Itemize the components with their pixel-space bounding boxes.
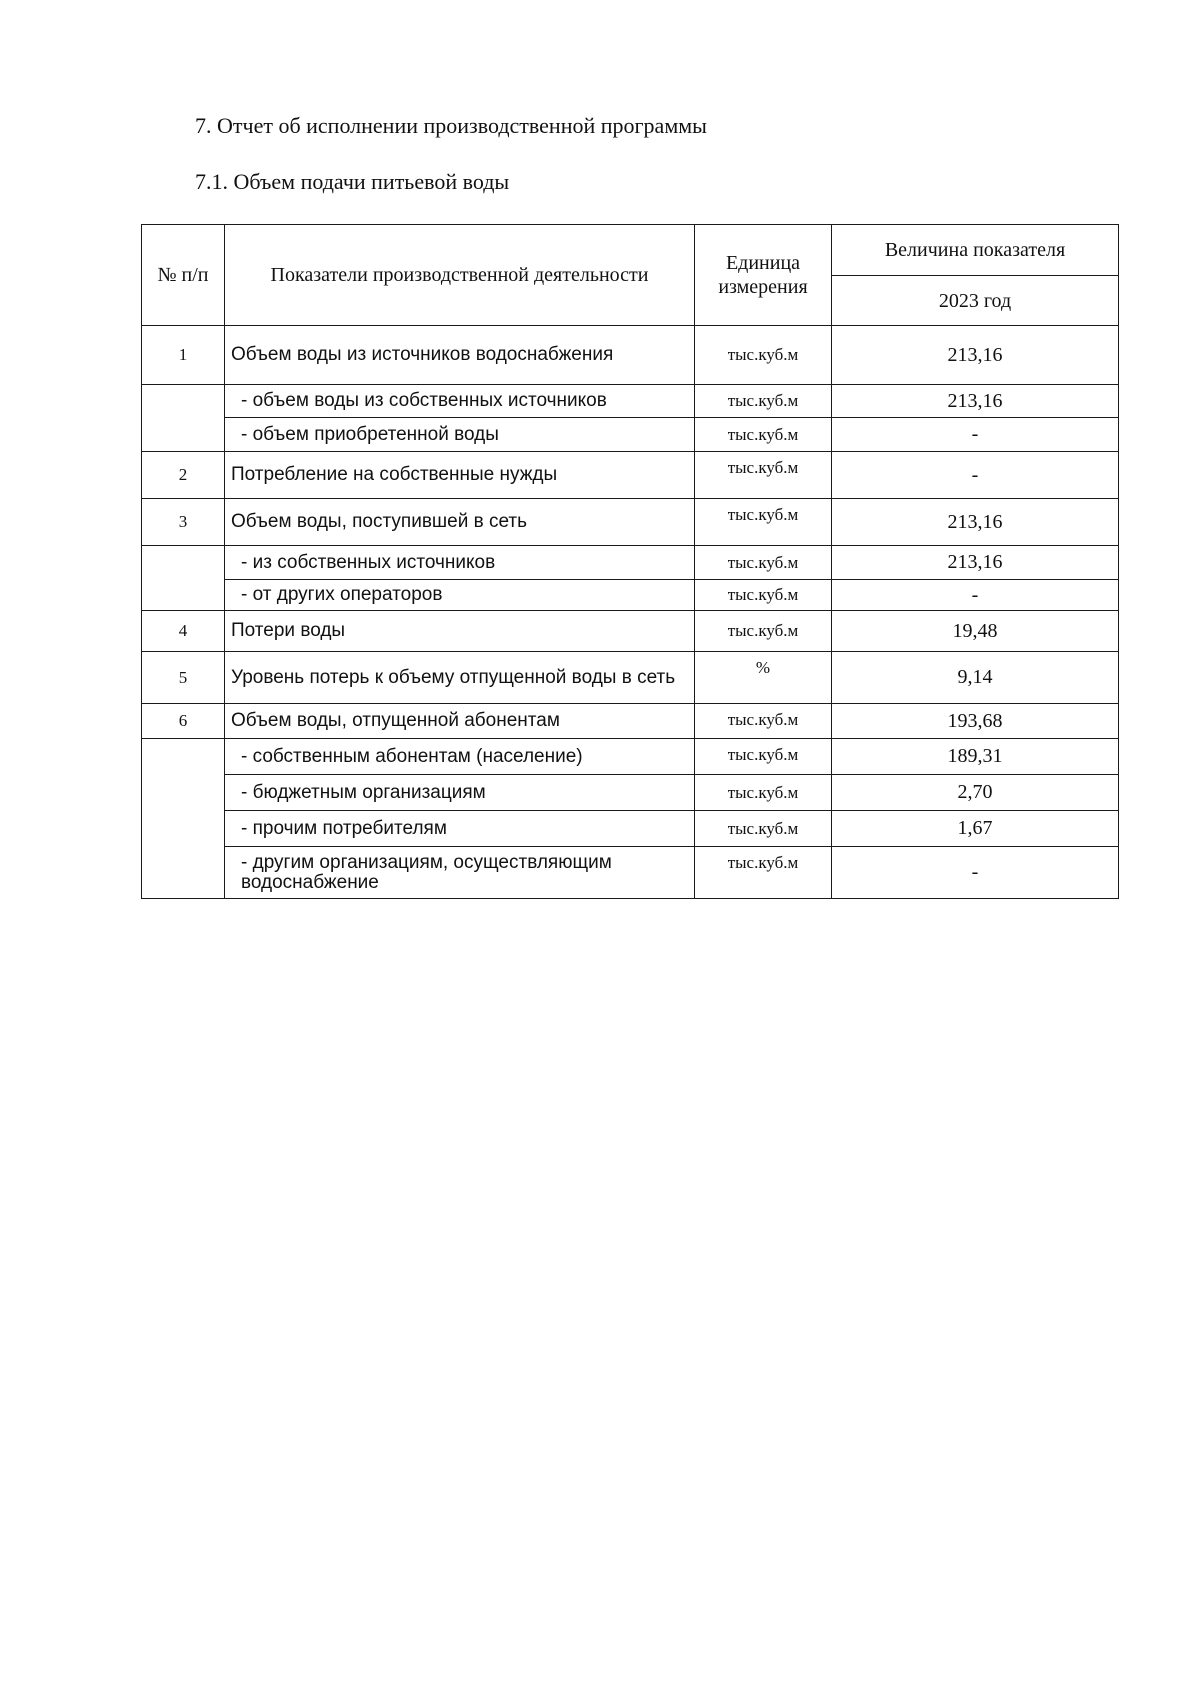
row-number: 5 bbox=[142, 652, 225, 704]
row-unit: тыс.куб.м bbox=[695, 775, 832, 811]
row-unit: тыс.куб.м bbox=[695, 418, 832, 452]
table-row bbox=[142, 418, 1119, 452]
header-value-group: Величина показателя bbox=[832, 225, 1119, 276]
row-value: 213,16 bbox=[832, 546, 1119, 580]
header-number: № п/п bbox=[142, 225, 225, 326]
row-unit: тыс.куб.м bbox=[695, 452, 832, 499]
row-indicator: Потери воды bbox=[225, 611, 695, 652]
row-unit: тыс.куб.м bbox=[695, 546, 832, 580]
row-indicator: Объем воды, отпущенной абонентам bbox=[225, 704, 695, 739]
row-value: 19,48 bbox=[832, 611, 1119, 652]
row-indicator: Потребление на собственные нужды bbox=[225, 452, 695, 499]
row-value: 213,16 bbox=[832, 385, 1119, 418]
table-row bbox=[142, 326, 1119, 385]
row-unit: тыс.куб.м bbox=[695, 326, 832, 385]
table-row bbox=[142, 847, 1119, 899]
table-row bbox=[142, 652, 1119, 704]
table-row bbox=[142, 546, 1119, 580]
row-number bbox=[142, 385, 225, 452]
table-row bbox=[142, 580, 1119, 611]
row-unit: тыс.куб.м bbox=[695, 811, 832, 847]
row-number: 6 bbox=[142, 704, 225, 739]
table-row bbox=[142, 811, 1119, 847]
row-value: - bbox=[832, 847, 1119, 899]
table-row bbox=[142, 452, 1119, 499]
row-value: 2,70 bbox=[832, 775, 1119, 811]
row-number: 4 bbox=[142, 611, 225, 652]
header-unit: Единица измерения bbox=[695, 225, 832, 326]
row-value: 213,16 bbox=[832, 326, 1119, 385]
row-unit: тыс.куб.м bbox=[695, 739, 832, 775]
row-indicator: Уровень потерь к объему отпущенной воды в сеть bbox=[225, 652, 695, 704]
header-year: 2023 год bbox=[832, 276, 1119, 326]
row-unit: % bbox=[695, 652, 832, 704]
table-row bbox=[142, 499, 1119, 546]
row-unit: тыс.куб.м bbox=[695, 704, 832, 739]
row-value: 9,14 bbox=[832, 652, 1119, 704]
row-indicator: - собственным абонентам (население) bbox=[225, 739, 695, 775]
row-indicator: - объем приобретенной воды bbox=[225, 418, 695, 452]
row-number: 1 bbox=[142, 326, 225, 385]
row-indicator: - бюджетным организациям bbox=[225, 775, 695, 811]
row-value: 1,67 bbox=[832, 811, 1119, 847]
row-unit: тыс.куб.м bbox=[695, 580, 832, 611]
row-value: 189,31 bbox=[832, 739, 1119, 775]
row-unit: тыс.куб.м bbox=[695, 611, 832, 652]
table-row bbox=[142, 775, 1119, 811]
row-unit: тыс.куб.м bbox=[695, 499, 832, 546]
row-indicator: - объем воды из собственных источников bbox=[225, 385, 695, 418]
row-indicator: - другим организациям, осуществляющим водоснабжение bbox=[225, 847, 695, 899]
row-number bbox=[142, 739, 225, 899]
section-heading: 7. Отчет об исполнении производственной программы bbox=[195, 113, 707, 138]
row-value: 213,16 bbox=[832, 499, 1119, 546]
table-row bbox=[142, 385, 1119, 418]
row-number: 3 bbox=[142, 499, 225, 546]
row-value: - bbox=[832, 418, 1119, 452]
table-row bbox=[142, 611, 1119, 652]
water-supply-table bbox=[141, 224, 1119, 899]
row-indicator: - из собственных источников bbox=[225, 546, 695, 580]
row-value: 193,68 bbox=[832, 704, 1119, 739]
row-number bbox=[142, 546, 225, 611]
header-indicator: Показатели производственной деятельности bbox=[225, 225, 695, 326]
row-indicator: Объем воды, поступившей в сеть bbox=[225, 499, 695, 546]
row-number: 2 bbox=[142, 452, 225, 499]
row-unit: тыс.куб.м bbox=[695, 847, 832, 899]
table-row bbox=[142, 739, 1119, 775]
row-indicator: - прочим потребителям bbox=[225, 811, 695, 847]
row-indicator: Объем воды из источников водоснабжения bbox=[225, 326, 695, 385]
row-value: - bbox=[832, 452, 1119, 499]
table-row bbox=[142, 704, 1119, 739]
row-unit: тыс.куб.м bbox=[695, 385, 832, 418]
row-value: - bbox=[832, 580, 1119, 611]
subsection-heading: 7.1. Объем подачи питьевой воды bbox=[195, 169, 510, 194]
row-indicator: - от других операторов bbox=[225, 580, 695, 611]
